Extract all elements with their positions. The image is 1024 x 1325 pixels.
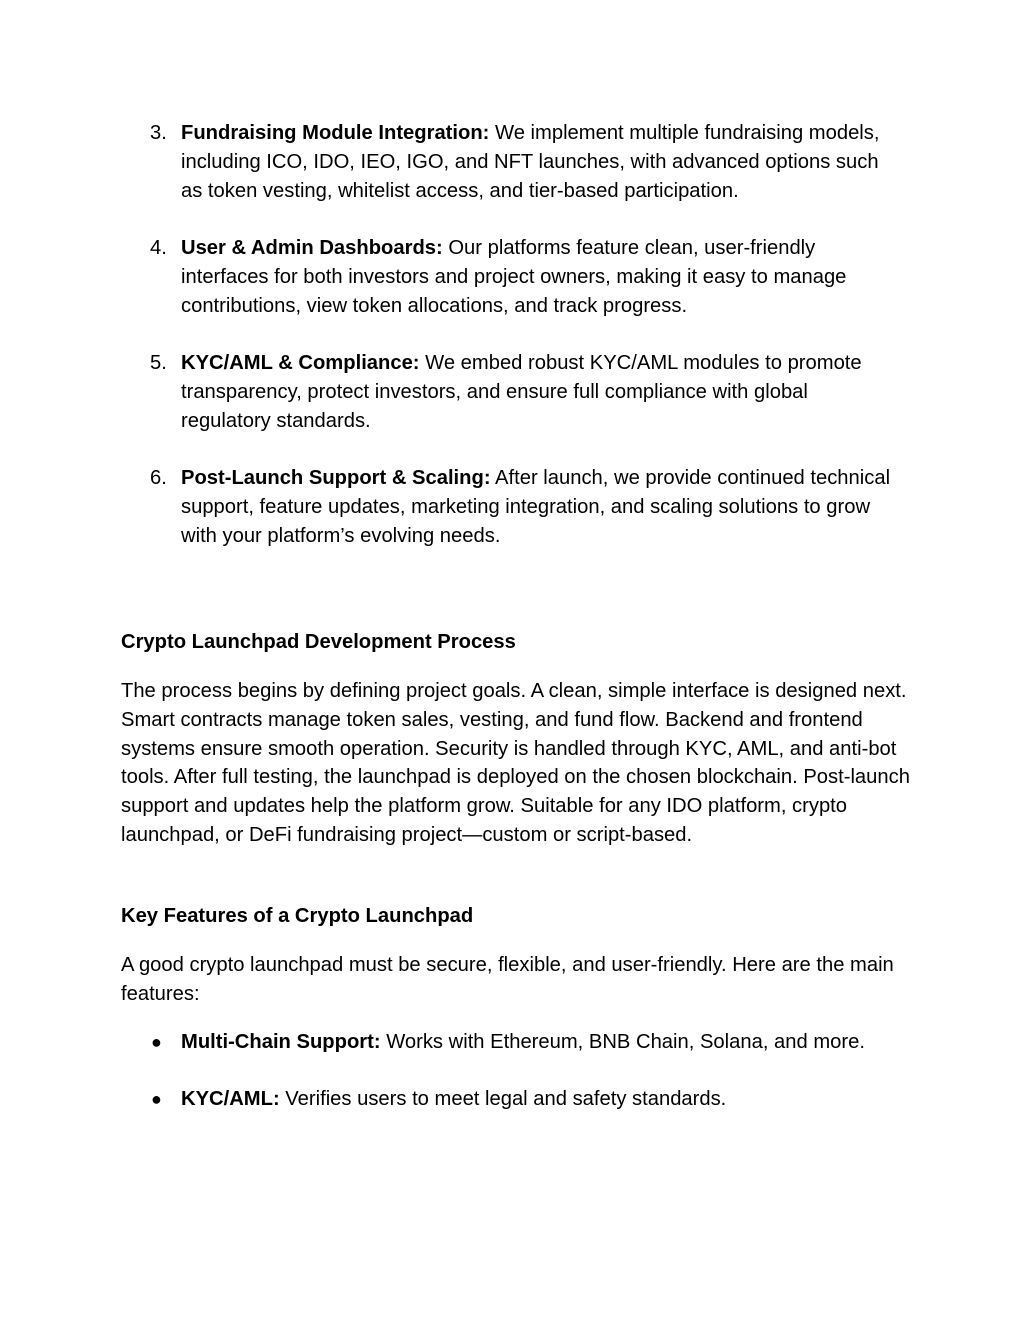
item-text: Verifies users to meet legal and safety standards.: [279, 1088, 727, 1111]
process-heading: Crypto Launchpad Development Process: [121, 631, 516, 653]
list-item: [0, 1085, 901, 1114]
bullet-list: [0, 1028, 1024, 1143]
list-item: [0, 234, 901, 320]
item-title: Multi-Chain Support:: [181, 1031, 381, 1053]
list-item: [0, 1028, 901, 1057]
features-heading: Key Features of a Crypto Launchpad: [121, 905, 474, 927]
list-item: [0, 349, 901, 435]
list-number: 6.: [150, 466, 167, 489]
numbered-list: [0, 119, 1024, 579]
item-title: User & Admin Dashboards:: [181, 236, 443, 259]
list-number: 3.: [150, 122, 167, 144]
item-text: Our platforms feature clean, user-friendly interfaces for both investors and project owners, making it easy to manage contributions, view token allocations, and track progress.: [181, 236, 847, 317]
list-item: [0, 464, 901, 550]
process-paragraph: The process begins by defining project goals. A clean, simple interface is designed next. Smart contracts manage token sales, vesting, and fund flow. Backend and frontend systems ensure smooth operation. Security is handled through KYC, AML, and anti-bot tools. After full testing, the launchpad is deployed on the chosen blockchain. Post-launch support and updates help the platform grow. Suitable for any IDO platform, crypto launchpad, or DeFi fundraising project—custom or script-based.: [121, 680, 910, 846]
bullet-marker: ●: [151, 1089, 162, 1110]
item-text: After launch, we provide continued technical support, feature updates, marketing integration, and scaling solutions to grow with your platform’s evolving needs.: [181, 466, 891, 547]
features-intro: A good crypto launchpad must be secure, flexible, and user-friendly. Here are the main features:: [121, 954, 894, 1005]
item-title: Fundraising Module Integration:: [181, 122, 490, 144]
item-title: KYC/AML & Compliance:: [181, 351, 420, 374]
item-text: We embed robust KYC/AML modules to promote transparency, protect investors, and ensure full compliance with global regulatory standards.: [181, 351, 862, 432]
item-text: Works with Ethereum, BNB Chain, Solana, and more.: [380, 1031, 865, 1053]
list-number: 4.: [150, 236, 167, 259]
item-title: Post-Launch Support & Scaling:: [181, 466, 491, 489]
list-item: [0, 119, 901, 205]
list-number: 5.: [150, 351, 167, 374]
item-title: KYC/AML:: [181, 1088, 280, 1111]
bullet-marker: ●: [151, 1032, 162, 1052]
item-text: We implement multiple fundraising models, including ICO, IDO, IEO, IGO, and NFT launches, with advanced options such as token vesting, whitelist access, and tier-based participation.: [181, 122, 880, 202]
